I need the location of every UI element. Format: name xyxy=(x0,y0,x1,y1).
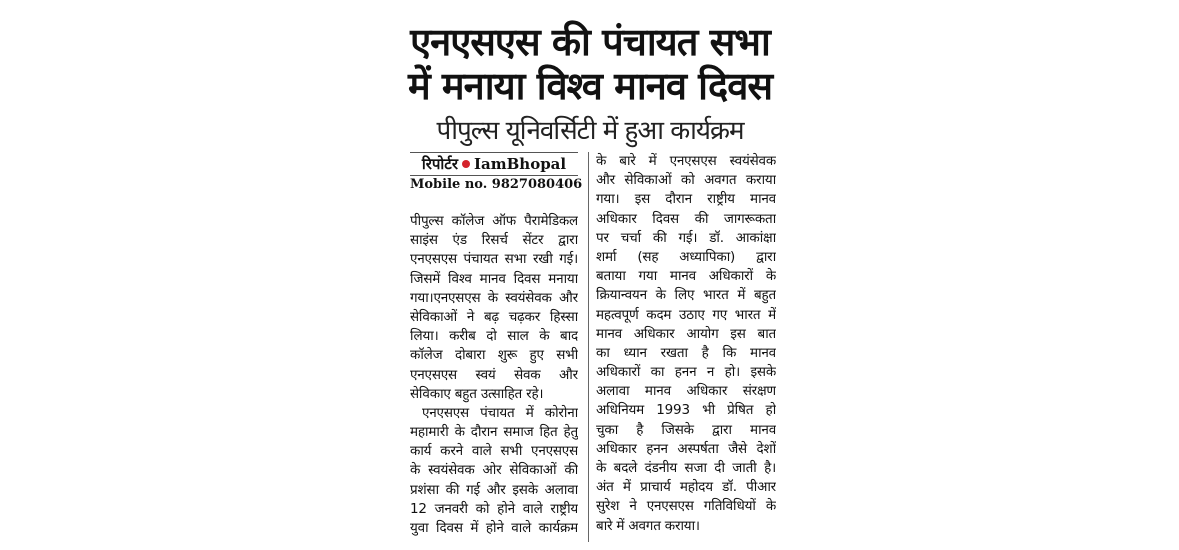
article-text-line: क्रियान्वयन के लिए भारत में बहुत xyxy=(596,287,776,304)
article-text-line: महत्वपूर्ण कदम उठाए गए भारत में xyxy=(596,306,776,323)
article-text-line: महामारी के दौरान समाज हित हेतु xyxy=(410,424,578,441)
byline-label: रिपोर्टर xyxy=(421,155,458,173)
article-text-line: बताया गया मानव अधिकारों के xyxy=(596,268,776,285)
article-text-line: सुरेश ने एनएसएस गतिविधियों के xyxy=(596,498,776,515)
article-text-line: एनएसएस स्वयं सेवक और xyxy=(410,366,578,383)
article-text-line: अधिकारों का हनन न हो। इसके xyxy=(596,364,776,381)
article-text-line: अधिनियम 1993 भी प्रेषित हो xyxy=(596,402,776,419)
subheadline: पीपुल्स यूनिवर्सिटी में हुआ कार्यक्रम xyxy=(436,116,744,146)
article-text-line: गया।एनएसएस के स्वयंसेवक और xyxy=(410,289,578,306)
article-text-line: कार्य करने वाले सभी एनएसएस xyxy=(410,443,578,460)
article-text-line: साइंस एंड रिसर्च सेंटर द्वारा xyxy=(410,232,578,249)
article-text-line: के बदले दंडनीय सजा दी जाती है। xyxy=(596,460,776,476)
article-text-line: अलावा मानव अधिकार संरक्षण xyxy=(596,383,776,400)
article-text-line: जिसमें विश्व मानव दिवस मनाया xyxy=(410,270,578,287)
article-text-line: अंत में प्राचार्य महोदय डॉ. पीआर xyxy=(596,479,776,496)
article-text-line: अधिकार हनन अस्पर्षता जैसे देशों xyxy=(596,440,776,457)
article-text-line: के स्वयंसेवक ओर सेविकाओं की xyxy=(410,462,578,479)
article-column-1 xyxy=(410,212,578,538)
byline-mobile: Mobile no. 9827080406 xyxy=(410,177,583,192)
article-text-line: के बारे में एनएसएस स्वयंसेवक xyxy=(596,153,776,169)
article-text-line: और सेविकाओं को अवगत कराया xyxy=(596,172,776,189)
column-divider xyxy=(588,152,589,542)
article-text-line: सेविकाए बहुत उत्साहित रहे। xyxy=(410,385,544,402)
headline-line-1: एनएसएस की पंचायत सभा xyxy=(410,20,770,64)
news-article xyxy=(390,0,790,550)
article-text-line: एनएसएस पंचायत सभा रखी गई। xyxy=(410,251,578,268)
byline-source: IamBhopal xyxy=(474,155,567,173)
article-text-line: शर्मा (सह अध्यापिका) द्वारा xyxy=(596,248,776,265)
article-text-line: पर चर्चा की गई। डॉ. आकांक्षा xyxy=(596,229,776,246)
article-text-line: का ध्यान रखता है कि मानव xyxy=(596,344,776,361)
article-text-line: लिया। करीब दो साल के बाद xyxy=(410,328,578,345)
article-text-line: गया। इस दौरान राष्ट्रीय मानव xyxy=(596,191,776,208)
article-text-line: कॉलेज दोबारा शुरू हुए सभी xyxy=(410,347,578,364)
article-column-2 xyxy=(596,152,776,536)
article-text-line: एनएसएस पंचायत में कोरोना xyxy=(422,404,578,421)
article-text-line: अधिकार दिवस की जागरूकता xyxy=(596,210,776,227)
article-text-line: पीपुल्स कॉलेज ऑफ पैरामेडिकल xyxy=(410,213,578,229)
article-text-line: 12 जनवरी को होने वाले राष्ट्रीय xyxy=(410,500,578,517)
article-text-line: सेविकाओं ने बढ़ चढ़कर हिस्सा xyxy=(410,308,578,325)
article-text-line: प्रशंसा की गई और इसके अलावा xyxy=(410,481,578,498)
article-text-line: मानव अधिकार आयोग इस बात xyxy=(596,325,776,342)
byline xyxy=(410,152,578,176)
headline-line-2: में मनाया विश्व मानव दिवस xyxy=(407,64,773,108)
article-text-line: युवा दिवस में होने वाले कार्यक्रम xyxy=(410,520,578,536)
article-text-line: चुका है जिसके द्वारा मानव xyxy=(596,421,776,438)
article-text-line: बारे में अवगत कराया। xyxy=(596,517,700,534)
red-dot-icon xyxy=(462,160,470,168)
